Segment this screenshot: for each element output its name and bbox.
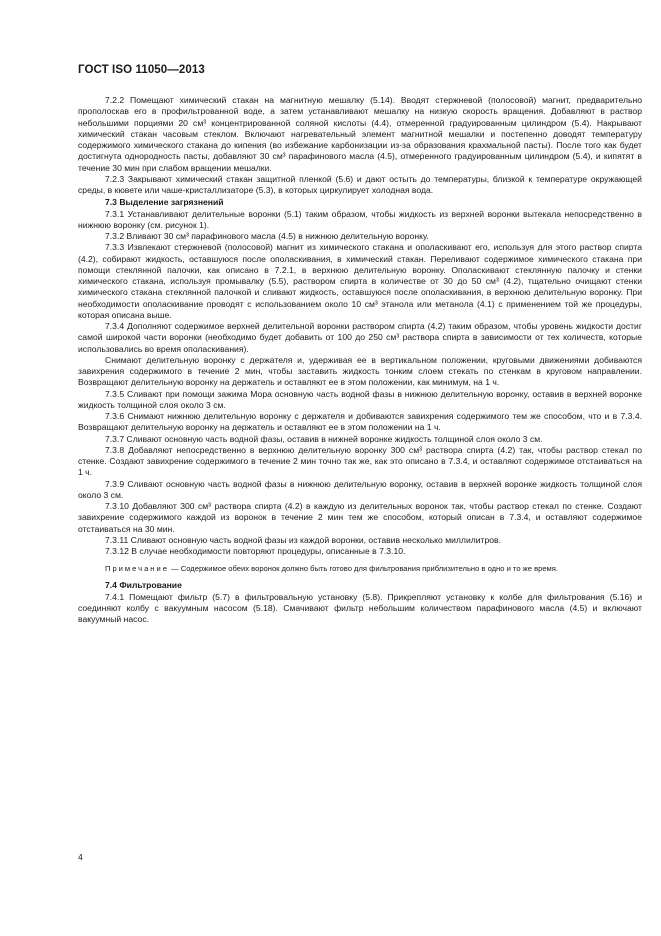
note: [78, 563, 642, 574]
paragraph-7-3-5: 7.3.5 Сливают при помощи зажима Мора основную часть водной фазы в нижнюю делительную воронку, оставив в верхней воронке жидкость толщиной слоя около 3 см.: [78, 388, 642, 410]
paragraph-7-3-9: 7.3.9 Сливают основную часть водной фазы в нижнюю делительную воронку, оставив в верхней воронке жидкость толщиной слоя около 3 см.: [78, 478, 642, 500]
paragraph-7-3-10: 7.3.10 Добавляют 300 см³ раствора спирта (4.2) в каждую из делительных воронок так, чтобы раствор стекал по стенке. Создают завихрение содержимого каждой из воронок в течение 2 мин тем же способом, который описан в 7.3.4, и оставляют содержимое отстаиваться на 30 мин.: [78, 501, 642, 534]
paragraph-7-3-12: 7.3.12 В случае необходимости повторяют процедуры, описанные в 7.3.10.: [105, 546, 406, 556]
paragraph-7-3-3: 7.3.3 Извлекают стержневой (полосовой) магнит из химического стакана и ополаскивают его, используя для этого раствор спирта (4.2), собирают жидкость, оставшуюся после ополаскивания, в химический стакан. Переливают содержимое химического стакана при помощи стеклянной палочки, как описано в 7.2.1, в верхнюю делительную воронку. Ополаскивают стеклянную палочку и стенки химического стакана, используя промывалку (5.5), раствором спирта в количестве от 30 до 50 см³ (4.2), тщательно очищают стенки химического стакана стеклянной палочкой и сливают жидкость, оставшуюся после ополаскивания, в верхнюю делительную воронку. При необходимости ополаскивание проводят с использованием около 10 см³ этанола или метанола (4.1) с применением той же процедуры, которая описана выше.: [78, 242, 642, 320]
paragraph-7-3-11: 7.3.11 Сливают основную часть водной фазы из каждой воронки, оставив несколько миллилитров.: [105, 534, 502, 545]
section-heading-7-4: 7.4 Фильтрование: [105, 580, 182, 591]
note-label: Примечание: [105, 564, 169, 574]
paragraph-7-3-6: 7.3.6 Снимают нижнюю делительную воронку с держателя и добиваются завихрения содержимого тем же способом, что и в 7.3.4. Возвращают делительную воронку на держатель и оставляют ее в этом положении на 1 ч.: [78, 411, 642, 433]
paragraph-7-2-2: 7.2.2 Помещают химический стакан на магнитную мешалку (5.14). Вводят стержневой (полосовой) магнит, предварительно прополоскав его в профильтрованной воде, а затем устанавливают мешалку на низкую скорость вращения. Добавляют в раствор небольшими порциями 20 см³ концентрированной соляной кислоты (4.4), отмеренной градуированным цилиндром (5.4). Накрывают химический стакан часовым стеклом. Включают нагревательный элемент магнитной мешалки и постепенно доводят температуру содержимого химического стакана до кипения (во избежание карбонизации из-за образования крахмальной пасты). После того как будет достигнута однородность пасты, добавляют 30 см³ парафинового масла (4.5), отмеренного градуированным цилиндром (5.4), и кипятят в течение 30 мин при слабом вращении мешалки.: [78, 95, 642, 173]
note-text: — Содержимое обеих воронок должно быть готово для фильтрования приблизительно в одно и то же время.: [168, 564, 558, 574]
paragraph-7-3-2: 7.3.2 Вливают 30 см³ парафинового масла (4.5) в нижнюю делительную воронку.: [105, 231, 429, 241]
paragraph-7-3-7: 7.3.7 Сливают основную часть водной фазы, оставив в нижней воронке жидкость толщиной слоя около 3 см.: [105, 433, 543, 444]
paragraph-7-2-3: 7.2.3 Закрывают химический стакан защитной пленкой (5.6) и дают остыть до температуры, близкой к температуре окружающей среды, в кювете или чаше-кристаллизаторе (5.3), в которых циркулирует холодная вода.: [78, 173, 642, 195]
page-number: 4: [78, 852, 83, 862]
document-header: ГОСТ ISO 11050—2013: [78, 64, 205, 76]
section-heading-7-3: 7.3 Выделение загрязнений: [105, 197, 224, 208]
document-body: [78, 95, 642, 625]
paragraph-7-3-1: 7.3.1 Устанавливают делительные воронки (5.1) таким образом, чтобы жидкость из верхней воронки вытекала непосредственно в нижнюю воронку (см. рисунок 1).: [78, 208, 642, 230]
paragraph-7-3-4: 7.3.4 Дополняют содержимое верхней делительной воронки раствором спирта (4.2) таким образом, чтобы уровень жидкости достиг самой широкой части воронки (необходимо будет добавить от 100 до 250 см³ раствора спирта в зависимости от тех количеств, которые использовались во время ополаскивания).: [78, 321, 642, 354]
paragraph-7-3-8: 7.3.8 Добавляют непосредственно в верхнюю делительную воронку 300 см³ раствора спирта (4.2) так, чтобы раствор стекал по стенке. Создают завихрение содержимого в течение 2 мин точно так же, как это описано в 7.3.4, и оставляют содержимое отстаиваться на 1 ч.: [78, 444, 642, 478]
paragraph-7-3-4-continued: Снимают делительную воронку с держателя и, удерживая ее в вертикальном положении, круговыми движениями добиваются завихрения содержимого в течение 2 мин, чтобы заставить жидкость тонким слоем стекать по стенкам в круговом направлении. Возвращают делительную воронку на держатель и оставляют ее в этом положении, как минимум, на 1 ч.: [78, 354, 642, 388]
paragraph-7-4-1: 7.4.1 Помещают фильтр (5.7) в фильтровальную установку (5.8). Прикрепляют установку к колбе для фильтрования (5.16) и соединяют колбу с вакуумным насосом (5.18). Смачивают фильтр небольшим количеством парафинового масла (4.5) и включают вакуумный насос.: [78, 591, 642, 624]
